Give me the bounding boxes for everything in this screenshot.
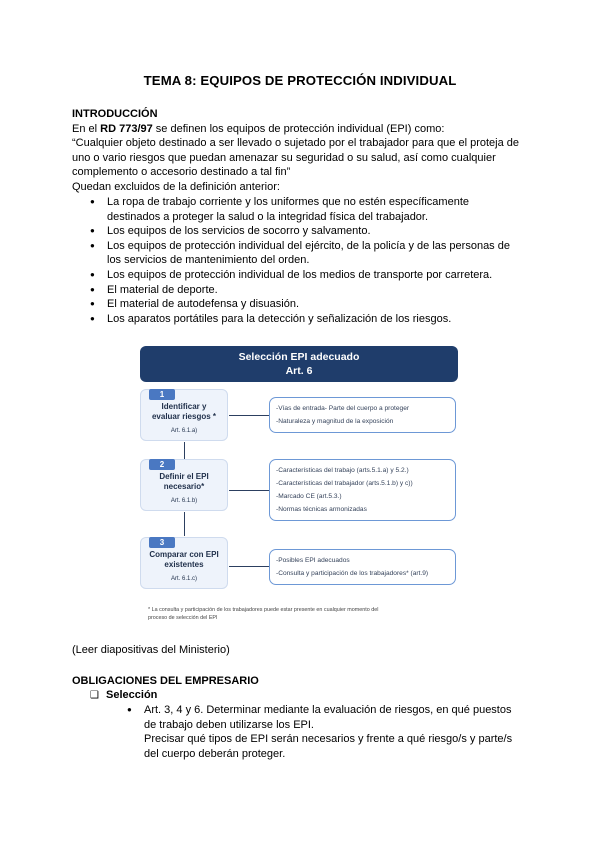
step-3-box [140,537,228,589]
list-item: ● La ropa de trabajo corriente y los uniformes que no estén específicamente destinados a proteger la salud o la integridad física del trabajador. [90,195,530,224]
intro-heading: INTRODUCCIÓN [72,108,158,120]
connector-2 [229,490,269,491]
quote-line-3: complemento o accesorio destinado a tal fin” [72,166,291,179]
info-box-1: -Vías de entrada- Parte del cuerpo a proteger -Naturaleza y magnitud de la exposición [269,397,456,433]
info-box-2: -Características del trabajo (arts.5.1.a) y 5.2.) -Características del trabajador (arts.5.1.b) y c)) -Marcado CE (art.5.3.) -Normas técnicas armonizadas [269,459,456,521]
list-item: ● Los equipos de los servicios de socorro y salvamento. [90,224,530,239]
intro-line-suffix: se definen los equipos de protección individual (EPI) como: [152,122,445,135]
intro-line-prefix: En el [72,122,101,135]
diagram-title: Selección EPI adecuado [238,351,360,363]
info-box-3: -Posibles EPI adecuados -Consulta y participación de los trabajadores* (art.9) [269,549,456,585]
excluded-text: Quedan excluidos de la definición anterior: [72,180,280,193]
diagram-subtitle: Art. 6 [285,365,313,377]
quote-line-1: “Cualquier objeto destinado a ser llevado o sujetado por el trabajador para que el proteja de [72,137,520,150]
quote-line-2: uno o vario riesgos que puedan amenazar su seguridad o su salud, así como cualquier [72,151,496,164]
step-1-number: 1 [149,389,175,400]
step-1-box [140,389,228,441]
exclusion-list [90,195,530,326]
list-item: ● El material de autodefensa y disuasión. [90,297,530,312]
diagram-footnote: * La consulta y participación de los trabajadores puede estar presente en cualquier momento del proceso de selección del EPI [148,607,379,621]
step-2-ref: Art. 6.1.b) [170,498,198,504]
step-1-ref: Art. 6.1.a) [170,428,198,434]
step-2-title: Definir el EPI necesario* [159,472,209,491]
list-item: ● Los equipos de protección individual de los medios de transporte por carretera. [90,268,530,283]
step-3-title: Comparar con EPI existentes [149,550,219,569]
epi-selection-diagram [138,344,460,630]
step-1-title: Identificar y evaluar riesgos * [151,402,217,421]
list-item: ● Art. 3, 4 y 6. Determinar mediante la evaluación de riesgos, en qué puestos de trabajo deben utilizarse los EPI. Precisar qué tipos de EPI serán necesarios y frente a qué riesgo/s y parte/s del cuerpo deberán proteger. [127,703,527,761]
step-3-number: 3 [149,537,175,548]
list-item: ● El material de deporte. [90,283,530,298]
connector-3 [229,566,269,567]
subheading-label: Selección [106,689,158,701]
intro-definition-line [72,122,532,137]
ministry-note: (Leer diapositivas del Ministerio) [72,644,230,656]
list-item: ● Los equipos de protección individual del ejército, de la policía y de las personas de los servicios de mantenimiento del orden. [90,239,530,268]
vertical-arrow-1 [184,442,185,460]
step-2-box [140,459,228,511]
vertical-arrow-2 [184,512,185,536]
obligations-heading: OBLIGACIONES DEL EMPRESARIO [72,675,259,687]
step-2-number: 2 [149,459,175,470]
page-title: TEMA 8: EQUIPOS DE PROTECCIÓN INDIVIDUAL [143,73,457,88]
list-item: ● Los aparatos portátiles para la detección y señalización de los riesgos. [90,312,530,327]
intro-section [72,107,532,195]
step-3-ref: Art. 6.1.c) [170,576,197,582]
connector-1 [229,415,269,416]
rd-reference: RD 773/97 [100,122,153,135]
diagram-header [140,346,458,382]
selection-list [127,703,527,761]
checkbox-icon: ❑ [90,690,99,701]
selection-subheading [90,688,550,704]
obligations-section [72,674,532,689]
